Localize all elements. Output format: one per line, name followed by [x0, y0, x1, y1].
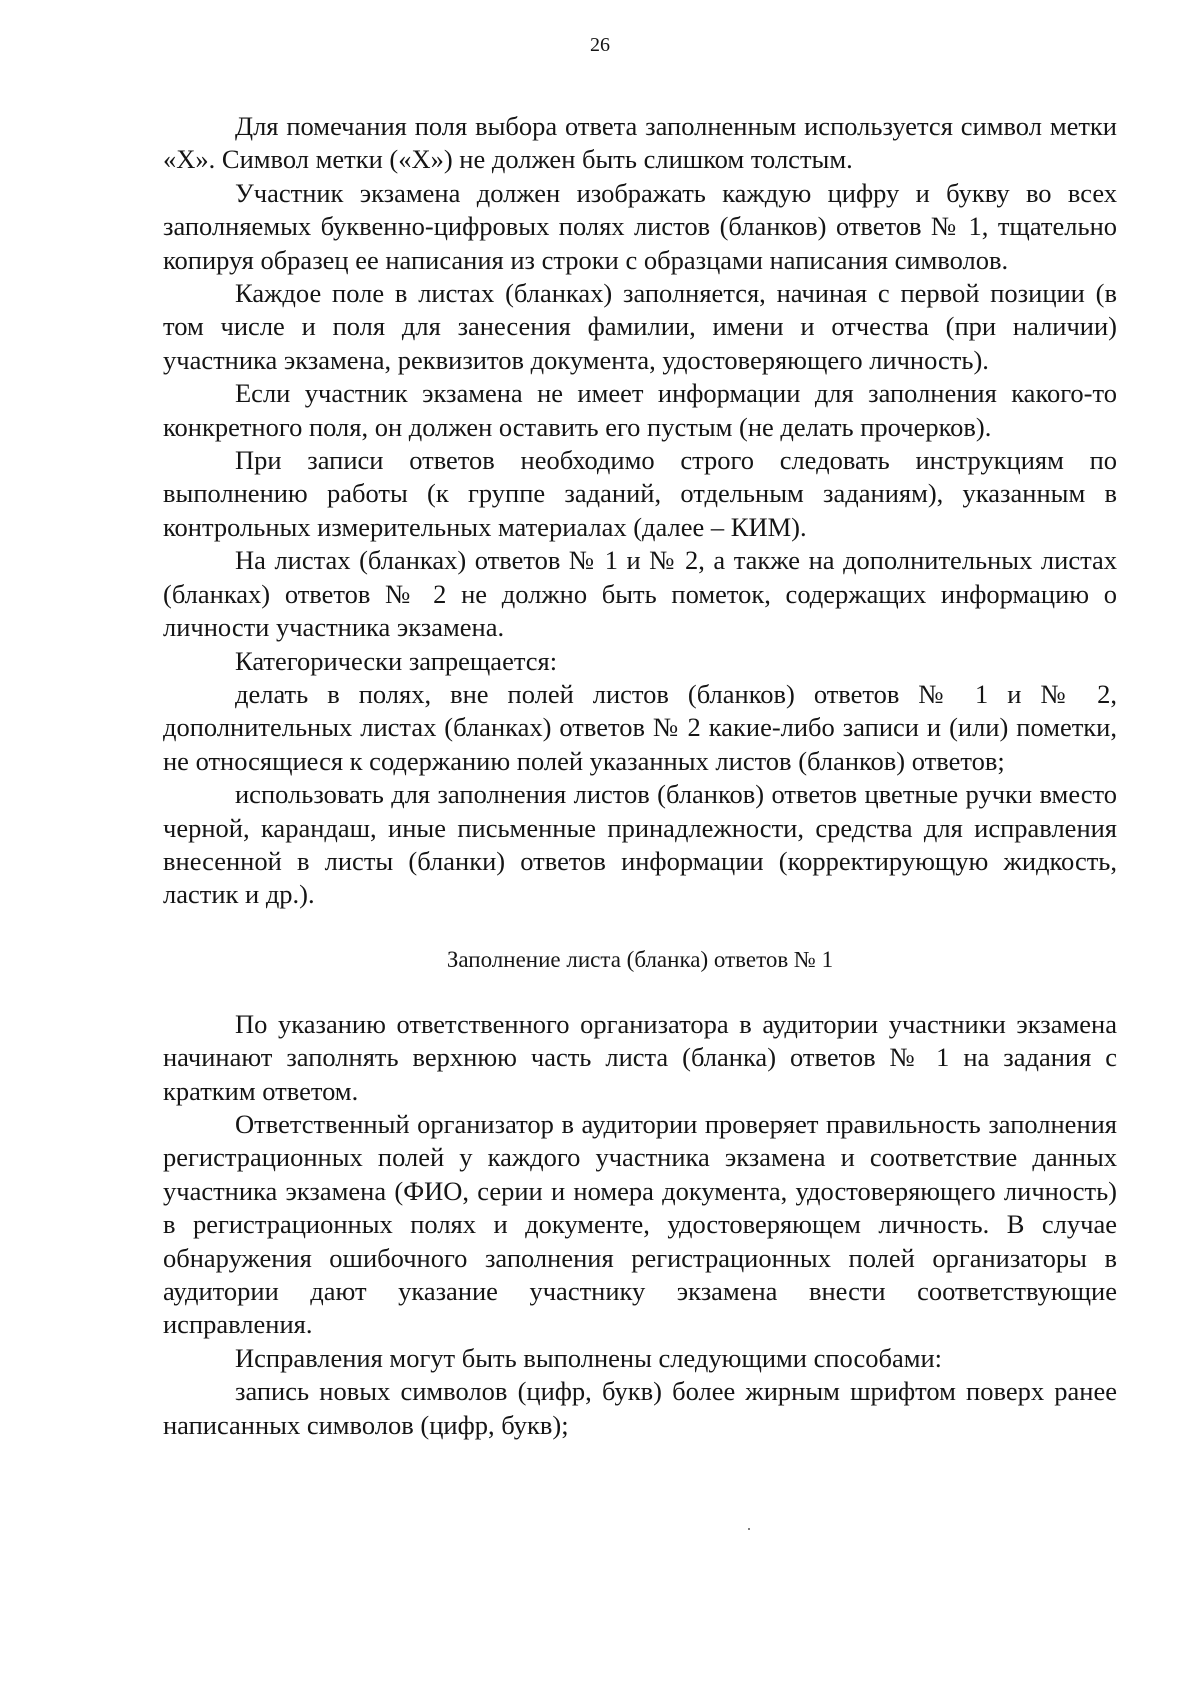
scan-speck — [748, 1528, 750, 1530]
paragraph-empty-field: Если участник экзамена не имеет информации для заполнения какого-то конкретного поля, он должен оставить его пустым (не делать прочерков). — [163, 378, 1117, 442]
paragraph-prohibited-notes: делать в полях, вне полей листов (бланков) ответов № 1 и № 2, дополнительных листах (бланках) ответов № 2 какие-либо записи и (или) пометки, не относящиеся к содержанию полей указанных листов (бланков) ответов; — [163, 678, 1117, 776]
page-number: 26 — [590, 34, 610, 56]
paragraph-correction-methods: Исправления могут быть выполнены следующими способами: — [235, 1342, 943, 1373]
paragraph-character-writing: Участник экзамена должен изображать каждую цифру и букву во всех заполняемых буквенно-цифровых полях листов (бланков) ответов № 1, тщательно копируя образец ее написания из строки с образцами написания символов. — [163, 177, 1117, 275]
paragraph-correction-bold-overwrite: запись новых символов (цифр, букв) более жирным шрифтом поверх ранее написанных символов (цифр, букв); — [163, 1376, 1117, 1440]
paragraph-no-personal-marks: На листах (бланках) ответов № 1 и № 2, а также на дополнительных листах (бланках) ответов № 2 не должно быть пометок, содержащих информацию о личности участника экзамена. — [163, 545, 1117, 643]
paragraph-prohibited-tools: использовать для заполнения листов (бланков) ответов цветные ручки вместо черной, карандаш, иные письменные принадлежности, средства для исправления внесенной в листы (бланки) ответов информации (корректирующую жидкость, ластик и др.). — [163, 779, 1117, 910]
paragraph-follow-instructions: При записи ответов необходимо строго следовать инструкциям по выполнению работы (к группе заданий, отдельным заданиям), указанным в контрольных измерительных материалах (далее – КИМ). — [163, 445, 1117, 542]
section-heading: Заполнение листа (бланка) ответов № 1 — [446, 946, 834, 972]
paragraph-field-first-position: Каждое поле в листах (бланках) заполняется, начиная с первой позиции (в том числе и поля для занесения фамилии, имени и отчества (при наличии) участника экзамена, реквизитов документа, удостоверяющего личность). — [163, 278, 1117, 375]
paragraph-prohibited-heading: Категорически запрещается: — [235, 645, 558, 676]
paragraph-organizer-check: Ответственный организатор в аудитории проверяет правильность заполнения регистрационных полей у каждого участника экзамена и соответствие данных участника экзамена (ФИО, серии и номера документа, удостоверяющего личность) в регистрационных полях и документе, удостоверяющем личность. В случае обнаружения ошибочного заполнения регистрационных полей организаторы в аудитории дают указание участнику экзамена внести соответствующие исправления. — [163, 1108, 1117, 1340]
paragraph-mark-symbol: Для помечания поля выбора ответа заполненным используется символ метки «Х». Символ метки («Х») не должен быть слишком толстым. — [163, 111, 1117, 175]
paragraph-start-filling: По указанию ответственного организатора в аудитории участники экзамена начинают заполнять верхнюю часть листа (бланка) ответов № 1 на задания с кратким ответом. — [163, 1008, 1117, 1106]
document-body — [163, 110, 1117, 1442]
